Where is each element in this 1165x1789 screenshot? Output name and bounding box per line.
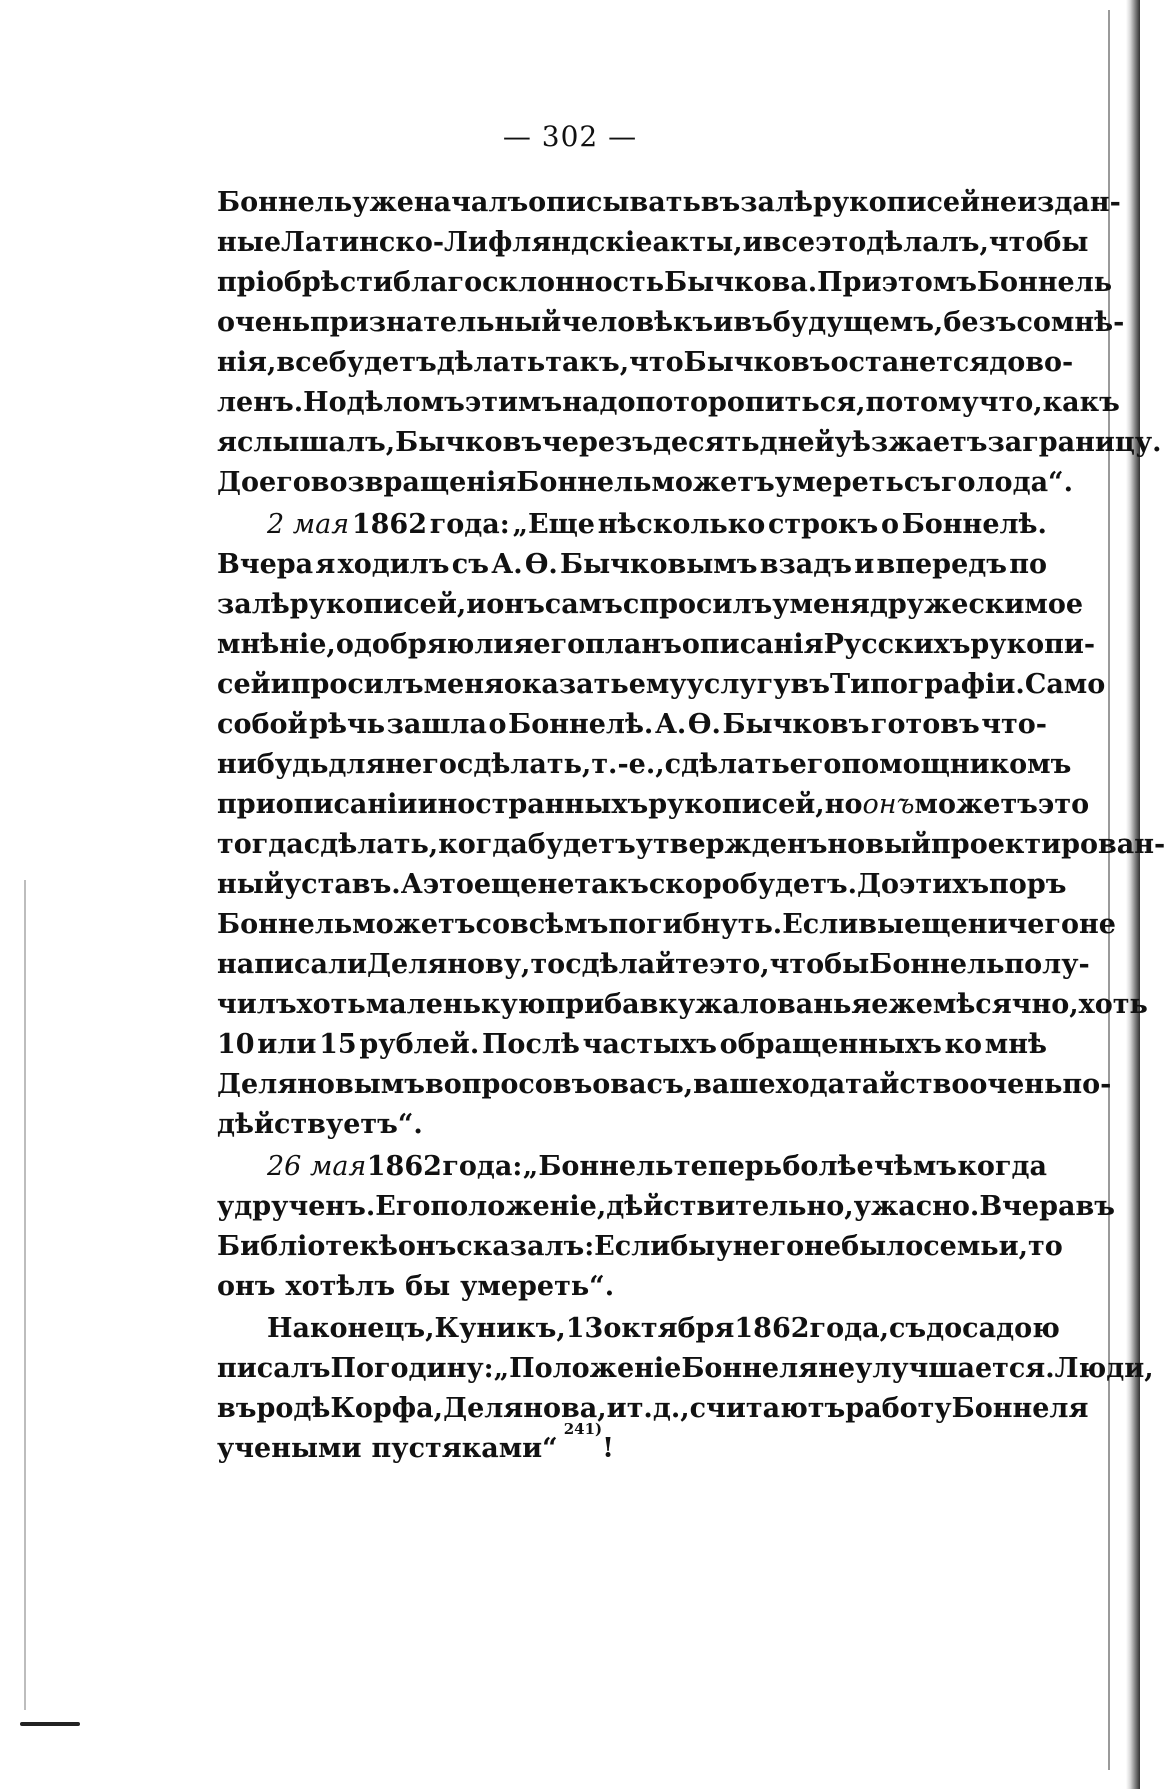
word: въ xyxy=(790,669,830,700)
word: зашла xyxy=(386,709,487,740)
word: иностранныхъ xyxy=(417,789,649,820)
word: октября xyxy=(603,1313,735,1344)
word: услугу xyxy=(686,669,791,700)
word: началъ xyxy=(413,187,529,218)
word: съ xyxy=(903,467,941,498)
word: Боннель xyxy=(217,187,353,218)
word: Если xyxy=(594,1231,671,1262)
word: васъ, xyxy=(610,1069,694,1100)
text-line xyxy=(217,825,1165,865)
word: и xyxy=(742,227,763,258)
word: можетъ xyxy=(352,909,476,940)
word: чилъ xyxy=(217,989,297,1020)
text-line xyxy=(217,1147,1047,1187)
word: Бычковъ xyxy=(722,709,870,740)
word: поторопиться, xyxy=(635,387,866,418)
word: него xyxy=(732,1231,805,1262)
word: „Положеніе xyxy=(493,1353,682,1384)
word: умереть“. xyxy=(460,1271,615,1302)
word: рублей. xyxy=(359,1029,480,1060)
word: о xyxy=(880,509,899,540)
word: очень xyxy=(969,1069,1063,1100)
word: надо xyxy=(562,387,636,418)
word: человѣкъ xyxy=(561,307,714,338)
word: съ xyxy=(451,549,489,580)
word: улучшается. xyxy=(855,1353,1055,1384)
word: я xyxy=(315,549,336,580)
word: ленъ. xyxy=(217,387,304,418)
word: не xyxy=(818,1353,856,1384)
word: обращенныхъ xyxy=(719,1029,942,1060)
text-line xyxy=(217,945,1090,985)
word: болѣе xyxy=(782,1151,874,1182)
word: года, xyxy=(809,1313,889,1344)
word: Бычковъ xyxy=(683,347,831,378)
word: собой xyxy=(217,709,308,740)
punctuation: ! xyxy=(602,1433,614,1464)
word: Бычкова. xyxy=(664,267,818,298)
word: я xyxy=(217,427,237,458)
word: такъ xyxy=(574,869,649,900)
word: Боннеля xyxy=(681,1353,819,1384)
word: онъ xyxy=(862,789,915,820)
text-line xyxy=(217,905,1116,945)
text-line xyxy=(217,1065,1112,1105)
word: или xyxy=(257,1029,317,1060)
word: еще xyxy=(904,909,968,940)
word: Делянову, xyxy=(367,949,531,980)
word: пустяками“ xyxy=(371,1433,558,1464)
word: утвержденъ xyxy=(635,829,828,860)
word: съ xyxy=(888,1313,927,1344)
word: бы xyxy=(670,1231,716,1262)
word: ничего xyxy=(967,909,1079,940)
word: „Еще xyxy=(512,509,595,540)
word: и xyxy=(713,307,734,338)
word: у xyxy=(715,1231,733,1262)
word: пріобрѣсти xyxy=(217,267,393,298)
word: я xyxy=(513,629,534,660)
word: описаніи xyxy=(275,789,418,820)
word: сдѣлать, xyxy=(456,749,592,780)
word: самъ xyxy=(544,589,623,620)
word: Погодину: xyxy=(330,1353,494,1384)
text-line xyxy=(217,785,1090,825)
word: ваше xyxy=(693,1069,776,1100)
word: 15 xyxy=(319,1029,357,1060)
word: Боннель xyxy=(217,909,353,940)
word: 1862 xyxy=(734,1313,810,1344)
word: одобряю xyxy=(335,629,475,660)
word: 26 мая xyxy=(267,1151,367,1182)
word: Его xyxy=(375,1191,431,1222)
word: спросилъ xyxy=(622,589,773,620)
word: Типографіи. xyxy=(829,669,1025,700)
word: потому xyxy=(865,387,979,418)
word: Русскихъ xyxy=(823,629,971,660)
text-line xyxy=(217,1267,1047,1307)
word: писалъ xyxy=(217,1353,331,1384)
word: меня xyxy=(423,669,504,700)
word: взадъ xyxy=(759,549,852,580)
text-line xyxy=(217,1349,1154,1389)
word: въ xyxy=(733,307,773,338)
word: это xyxy=(815,227,867,258)
word: рукопи- xyxy=(970,629,1096,660)
word: т.-е., xyxy=(591,749,665,780)
word: и xyxy=(466,589,487,620)
word: онъ xyxy=(397,1231,457,1262)
word: сдѣлать, xyxy=(303,829,439,860)
word: помощникомъ xyxy=(841,749,1072,780)
word: сей xyxy=(217,669,271,700)
word: голода“. xyxy=(940,467,1073,498)
word: границу. xyxy=(1022,427,1162,458)
body-text xyxy=(217,183,1165,1469)
word: десять xyxy=(653,427,760,458)
word: вопросовъ xyxy=(424,1069,593,1100)
word: „Боннель xyxy=(522,1151,674,1182)
word: чѣмъ xyxy=(874,1151,957,1182)
word: сдѣлать xyxy=(664,749,790,780)
word: по xyxy=(1009,549,1047,580)
word: поръ xyxy=(989,869,1067,900)
word: будетъ xyxy=(328,347,437,378)
page-edge-shadow xyxy=(1126,0,1140,1789)
word: Наконецъ, xyxy=(267,1313,435,1344)
word: дово- xyxy=(989,347,1074,378)
word: досадою xyxy=(926,1313,1060,1344)
word: частыхъ xyxy=(582,1029,717,1060)
word: такъ, xyxy=(545,347,630,378)
text-line xyxy=(217,625,1096,665)
word: умереть xyxy=(774,467,904,498)
word: черезъ xyxy=(542,427,653,458)
word: Боннель xyxy=(869,949,1005,980)
word: Латинско-Лифляндскіе xyxy=(281,227,653,258)
word: ли xyxy=(474,629,514,660)
word: какъ xyxy=(1042,387,1120,418)
word: благосклонность xyxy=(392,267,665,298)
word: онъ xyxy=(217,1271,276,1302)
word: дружески xyxy=(869,589,1025,620)
word: Но xyxy=(303,387,347,418)
word: 1862 xyxy=(351,509,427,540)
word: можетъ xyxy=(651,467,775,498)
word: хоть xyxy=(1078,989,1148,1020)
word: хотѣлъ xyxy=(285,1271,396,1302)
text-line xyxy=(217,303,1125,343)
word: дѣлалъ, xyxy=(866,227,989,258)
word: еще xyxy=(473,869,538,900)
word: что- xyxy=(981,709,1047,740)
word: До xyxy=(217,467,260,498)
word: До xyxy=(857,869,900,900)
word: Послѣ xyxy=(481,1029,580,1060)
word: года: xyxy=(429,509,510,540)
word: работу xyxy=(845,1393,952,1424)
word: не xyxy=(804,1231,842,1262)
word: все xyxy=(762,227,816,258)
word: когда xyxy=(438,829,528,860)
text-line xyxy=(217,1025,1047,1065)
word: дѣлать xyxy=(436,347,546,378)
word: Боннелѣ. xyxy=(508,709,654,740)
word: неиздан- xyxy=(980,187,1121,218)
word: Ѳ. xyxy=(687,709,721,740)
word: о xyxy=(488,709,507,740)
word: будущемъ, xyxy=(772,307,944,338)
word: ежемѣсячно, xyxy=(871,989,1079,1020)
word: и xyxy=(854,549,875,580)
text-line xyxy=(217,423,1162,463)
word: Если xyxy=(782,909,859,940)
word: этомъ xyxy=(881,267,977,298)
text-line xyxy=(217,383,1120,423)
word: него xyxy=(385,749,457,780)
word: При xyxy=(817,267,882,298)
word: 10 xyxy=(217,1029,255,1060)
word: Делянова, xyxy=(443,1393,607,1424)
word: дней xyxy=(759,427,835,458)
text-line xyxy=(217,505,1047,545)
word: планъ xyxy=(585,629,682,660)
word: будетъ. xyxy=(739,869,857,900)
word: ко xyxy=(944,1029,983,1060)
word: 2 мая xyxy=(267,509,350,540)
word: что xyxy=(629,347,684,378)
word: это, xyxy=(709,949,770,980)
word: не xyxy=(1078,909,1116,940)
word: ные xyxy=(217,227,282,258)
word: считаютъ xyxy=(689,1393,846,1424)
word: Куникъ, xyxy=(434,1313,566,1344)
word: его xyxy=(259,467,311,498)
word: о xyxy=(592,1069,611,1100)
word: д., xyxy=(652,1393,690,1424)
word: ему xyxy=(628,669,687,700)
word: Ѳ. xyxy=(524,549,558,580)
word: дѣйствуетъ“. xyxy=(217,1109,423,1140)
word: т. xyxy=(626,1393,653,1424)
word: этихъ xyxy=(899,869,990,900)
footnote-ref: 241) xyxy=(563,1420,603,1438)
word: Люди, xyxy=(1054,1353,1154,1384)
word: меня xyxy=(789,589,870,620)
page-number: — 302 — xyxy=(502,120,638,153)
word: Боннель xyxy=(976,267,1113,298)
word: останется xyxy=(830,347,990,378)
word: залѣ xyxy=(217,589,290,620)
word: хоть xyxy=(296,989,366,1020)
word: сомнѣ- xyxy=(1016,307,1125,338)
word: полу- xyxy=(1004,949,1090,980)
word: прибавку xyxy=(545,989,696,1020)
word: написали xyxy=(217,949,368,980)
text-line xyxy=(217,705,1047,745)
word: года: xyxy=(442,1151,523,1182)
word: Боннель xyxy=(516,467,652,498)
word: въ xyxy=(1075,1191,1115,1222)
word: 1862 xyxy=(366,1151,442,1182)
word: семьи, xyxy=(923,1231,1029,1262)
word: Бычковымъ xyxy=(560,549,758,580)
word: чтобы xyxy=(988,227,1089,258)
text-line xyxy=(217,343,1074,383)
text-line xyxy=(217,223,1089,263)
word: то xyxy=(530,949,566,980)
word: А. xyxy=(654,709,687,740)
text-line xyxy=(217,865,1067,905)
word: въ xyxy=(700,187,741,218)
word: у xyxy=(772,589,790,620)
word: ный xyxy=(217,869,284,900)
word: строкъ xyxy=(767,509,879,540)
word: готовъ xyxy=(870,709,980,740)
word: Вчера xyxy=(979,1191,1076,1222)
text-line xyxy=(217,1389,1089,1429)
word: Бычковъ xyxy=(395,427,543,458)
word: рукописей, xyxy=(648,789,825,820)
word: учеными xyxy=(217,1433,362,1464)
word: рукописей, xyxy=(289,589,467,620)
text-line xyxy=(217,745,1072,785)
word: жалованья xyxy=(695,989,872,1020)
word: Корфа, xyxy=(330,1393,444,1424)
text-line xyxy=(217,1309,1060,1349)
word: Боннеля xyxy=(951,1393,1089,1424)
word: акты, xyxy=(652,227,743,258)
word: мнѣ xyxy=(984,1029,1047,1060)
word: это xyxy=(1037,789,1090,820)
word: Деляновымъ xyxy=(217,1069,425,1100)
word: просилъ xyxy=(290,669,424,700)
word: теперь xyxy=(673,1151,782,1182)
word: это xyxy=(422,869,474,900)
word: при xyxy=(217,789,276,820)
word: по- xyxy=(1062,1069,1112,1100)
word: нибудь xyxy=(217,749,329,780)
word: не xyxy=(537,869,575,900)
word: рѣчь xyxy=(309,709,386,740)
word: скоро xyxy=(648,869,740,900)
word: описанія xyxy=(681,629,824,660)
word: описывать xyxy=(528,187,701,218)
word: его xyxy=(533,629,586,660)
word: но xyxy=(824,789,863,820)
word: сдѣлайте xyxy=(565,949,710,980)
left-margin-line xyxy=(24,880,26,1710)
text-line xyxy=(217,1227,1063,1267)
word: онъ xyxy=(486,589,545,620)
word: очень xyxy=(217,307,311,338)
word: было xyxy=(841,1231,924,1262)
word: слышалъ, xyxy=(236,427,396,458)
word: А. xyxy=(491,549,523,580)
word: положеніе, xyxy=(430,1191,607,1222)
word: за xyxy=(987,427,1023,458)
word: то xyxy=(1028,1231,1063,1262)
word: бы xyxy=(405,1271,451,1302)
word: 13 xyxy=(565,1313,604,1344)
text-line xyxy=(217,183,1121,223)
word: оказать xyxy=(503,669,629,700)
word: погибнуть. xyxy=(608,909,783,940)
word: дѣломъ xyxy=(346,387,465,418)
word: его xyxy=(789,749,842,780)
text-line xyxy=(217,585,1084,625)
text-line xyxy=(217,263,1113,303)
text-line xyxy=(217,1105,1047,1145)
word: Вчера xyxy=(217,549,314,580)
word: безъ xyxy=(943,307,1017,338)
word: залѣ xyxy=(740,187,814,218)
word: когда xyxy=(957,1151,1047,1182)
word: признательный xyxy=(310,307,562,338)
word: мое xyxy=(1024,589,1084,620)
word: рукописей xyxy=(813,187,981,218)
text-line xyxy=(217,1420,1047,1469)
word: тогда xyxy=(217,829,304,860)
word: ходилъ xyxy=(337,549,450,580)
text-line xyxy=(217,1187,1115,1227)
text-line xyxy=(217,665,1106,705)
word: вы xyxy=(858,909,905,940)
word: для xyxy=(328,749,386,780)
word: Боннелѣ. xyxy=(901,509,1047,540)
word: ужасно. xyxy=(853,1191,980,1222)
word: родѣ xyxy=(256,1393,331,1424)
word: маленькую xyxy=(365,989,546,1020)
text-line xyxy=(217,545,1047,585)
word: проектирован- xyxy=(931,829,1165,860)
word: уѣзжаетъ xyxy=(834,427,988,458)
word: Библіотекѣ xyxy=(217,1231,398,1262)
word: этимъ xyxy=(464,387,563,418)
text-line xyxy=(217,985,1148,1025)
word: совсѣмъ xyxy=(475,909,609,940)
word: уже xyxy=(352,187,414,218)
word: и xyxy=(606,1393,627,1424)
word: все xyxy=(276,347,329,378)
word: дѣйствительно, xyxy=(606,1191,854,1222)
word: въ xyxy=(217,1393,257,1424)
word: ходатайство xyxy=(775,1069,970,1100)
word: будетъ xyxy=(527,829,636,860)
word: и xyxy=(270,669,291,700)
word: нія, xyxy=(217,347,277,378)
word: удрученъ. xyxy=(217,1191,376,1222)
word: Само xyxy=(1024,669,1106,700)
word: возвращенія xyxy=(310,467,517,498)
word: мнѣніе, xyxy=(217,629,336,660)
word: сказалъ: xyxy=(456,1231,595,1262)
word: чтобы xyxy=(769,949,870,980)
text-line xyxy=(217,463,1073,503)
word: нѣсколько xyxy=(597,509,766,540)
word: что, xyxy=(978,387,1043,418)
word: впередъ xyxy=(876,549,1007,580)
word: новый xyxy=(827,829,932,860)
word: уставъ. xyxy=(283,869,401,900)
margin-mark xyxy=(20,1722,80,1726)
word: можетъ xyxy=(914,789,1038,820)
word: А xyxy=(400,869,423,900)
